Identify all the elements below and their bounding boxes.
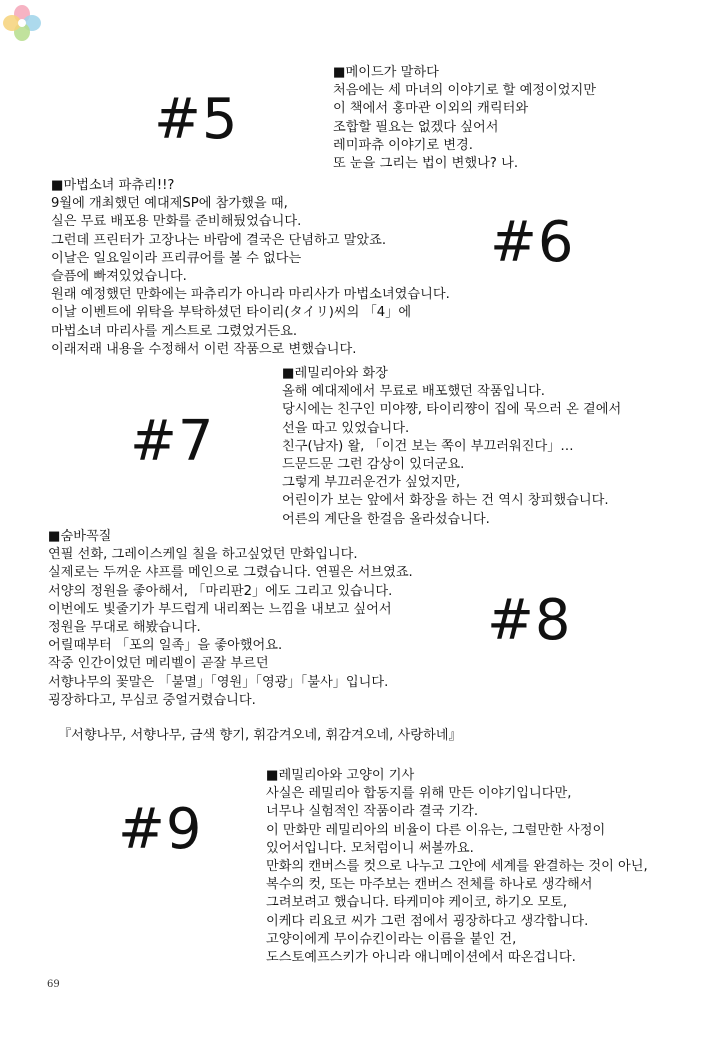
section-7-line: 어른의 계단을 한걸음 올라섰습니다. [282, 511, 490, 527]
section-9-line: 사실은 레밀리아 합동지를 위해 만든 이야기입니다만, [266, 786, 572, 802]
section-7-line: 어린이가 보는 앞에서 화장을 하는 건 역시 창피했습니다. [282, 493, 609, 509]
song-lyric-quote: 『서향나무, 서향나무, 금색 향기, 휘감겨오네, 휘감겨오네, 사랑하네』 [58, 728, 462, 743]
section-9-line: 도스토예프스키가 아니라 애니메이션에서 따온겁니다. [266, 949, 576, 965]
section-6-notes [51, 177, 450, 359]
section-8-line: 연필 선화, 그레이스케일 칠을 하고싶었던 만화입니다. [48, 547, 358, 563]
section-8-line: 어릴때부터 「포의 일족」을 좋아했어요. [48, 638, 283, 654]
section-6-line: 이래저래 내용을 수정해서 이런 작품으로 변했습니다. [51, 341, 357, 357]
section-7-line: 당시에는 친구인 미야쨩, 타이리쨩이 집에 묵으러 온 곁에서 [282, 402, 622, 418]
section-6-line: 실은 무료 배포용 만화를 준비해뒀었습니다. [51, 214, 302, 230]
section-5-line: 이 책에서 홍마관 이외의 캐릭터와 [333, 101, 529, 117]
chapter-number-8: #8 [487, 588, 572, 653]
section-6-line: 이날은 일요일이라 프리큐어를 볼 수 없다는 [51, 250, 302, 266]
chapter-number-7: #7 [130, 409, 215, 474]
section-8-line: 서양의 정원을 좋아해서, 「마리판2」에도 그리고 있습니다. [48, 583, 393, 599]
section-8-line: 서향나무의 꽃말은 「불멸」「영원」「영광」「불사」입니다. [48, 674, 389, 690]
section-6-line: 슬픔에 빠져있었습니다. [51, 268, 187, 284]
section-8-line: 이번에도 빛줄기가 부드럽게 내리쬐는 느낌을 내보고 싶어서 [48, 601, 392, 617]
section-6-line: 그런데 프린터가 고장나는 바람에 결국은 단념하고 말았죠. [51, 232, 387, 248]
section-6-line: 마법소녀 마리사를 게스트로 그렸었거든요. [51, 323, 298, 339]
chapter-number-5: #5 [154, 87, 239, 152]
section-8-notes [48, 528, 413, 710]
section-8-line: 굉장하다고, 무심코 중얼거렸습니다. [48, 692, 256, 708]
section-7-heading: ■레밀리아와 화장 [282, 366, 388, 381]
section-6-line: 이날 이벤트에 위탁을 부탁하셨던 타이리(タイリ)씨의 「4」에 [51, 305, 412, 321]
section-8-line: 실제로는 두꺼운 샤프를 메인으로 그렸습니다. 연필은 서브였죠. [48, 565, 413, 581]
section-5-line: 조합할 필요는 없겠다 싶어서 [333, 119, 499, 135]
section-9-heading: ■레밀리아와 고양이 기사 [266, 768, 415, 783]
section-9-notes [266, 767, 648, 967]
section-7-line: 그렇게 부끄러운건가 싶었지만, [282, 475, 461, 491]
section-7-line: 친구(남자) 왈, 「이건 보는 쪽이 부끄러워진다」… [282, 438, 574, 454]
section-7-line: 올해 예대제에서 무료로 배포했던 작품입니다. [282, 384, 546, 400]
section-9-line: 고양이에게 무이슈킨이라는 이름을 붙인 건, [266, 931, 517, 947]
section-8-line: 작중 인간이었던 메리벨이 곧잘 부르던 [48, 656, 269, 672]
chapter-number-6: #6 [490, 210, 575, 275]
section-9-line: 이케다 리요코 씨가 그런 점에서 굉장하다고 생각합니다. [266, 913, 589, 929]
section-9-line: 너무나 실험적인 작품이라 결국 기각. [266, 804, 479, 820]
section-9-line: 만화의 캔버스를 컷으로 나누고 그안에 세계를 완결하는 것이 아닌, [266, 858, 648, 874]
section-5-line: 처음에는 세 마녀의 이야기로 할 예정이었지만 [333, 83, 597, 99]
section-7-notes [282, 365, 621, 529]
section-5-line: 또 눈을 그리는 법이 변했나? 나. [333, 155, 519, 171]
section-5-line: 레미파츄 이야기로 변경. [333, 137, 473, 153]
section-6-line: 9월에 개최했던 예대제SP에 참가했을 때, [51, 196, 288, 212]
section-7-line: 드문드문 그런 감상이 있더군요. [282, 456, 465, 472]
section-9-line: 그려보려고 했습니다. 타케미야 케이코, 하기오 모토, [266, 895, 568, 911]
clover-logo-icon [2, 4, 42, 42]
section-6-line: 원래 예정했던 만화에는 파츄리가 아니라 마리사가 마법소녀였습니다. [51, 287, 450, 303]
section-9-line: 이 만화만 레밀리아의 비율이 다른 이유는, 그럴만한 사정이 [266, 822, 606, 838]
section-9-line: 있어서입니다. 모처럼이니 써볼까요. [266, 840, 474, 856]
section-5-notes [333, 64, 596, 173]
section-6-heading: ■마법소녀 파츄리!!? [51, 178, 175, 193]
section-9-line: 복수의 컷, 또는 마주보는 캔버스 전체를 하나로 생각해서 [266, 877, 593, 893]
section-7-line: 선을 따고 있었습니다. [282, 420, 410, 436]
section-8-heading: ■숨바꼭질 [48, 529, 112, 544]
chapter-number-9: #9 [118, 797, 203, 862]
section-8-line: 정원을 무대로 해봤습니다. [48, 619, 201, 635]
page-number: 69 [47, 979, 60, 990]
section-5-heading: ■메이드가 말하다 [333, 65, 439, 80]
